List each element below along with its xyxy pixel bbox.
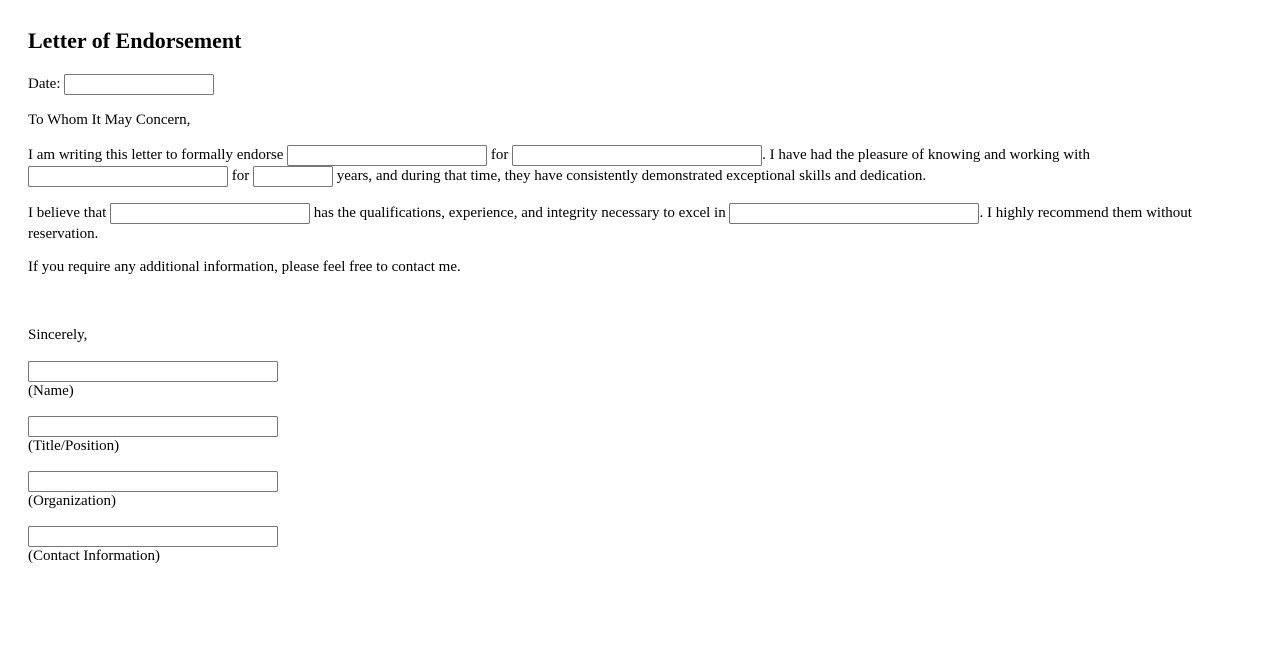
endorsement-paragraph — [28, 145, 1253, 187]
date-input[interactable] — [64, 74, 214, 95]
signature-contact-block — [28, 526, 278, 565]
signer-name-input[interactable] — [28, 361, 278, 382]
recommendation-paragraph — [28, 203, 1253, 245]
for-duration-text: for — [231, 168, 250, 185]
endorsement-purpose-input[interactable] — [512, 145, 762, 166]
recommend-text: . I highly recommend them without reservation. — [28, 205, 1192, 243]
working-with-input[interactable] — [28, 166, 228, 187]
name-label: (Name) — [28, 383, 74, 399]
signature-title-block — [28, 416, 278, 455]
page-title: Letter of Endorsement — [28, 28, 242, 53]
pleasure-text: . I have had the pleasure of knowing and working with — [762, 147, 1090, 163]
closing: Sincerely, — [28, 327, 88, 343]
additional-info-paragraph: If you require any additional information, please feel free to contact me. — [28, 259, 461, 275]
years-input[interactable] — [253, 166, 333, 187]
contact-information-label: (Contact Information) — [28, 548, 161, 564]
field-of-excellence-input[interactable] — [729, 203, 979, 224]
date-row — [28, 74, 214, 95]
signature-name-block — [28, 361, 278, 400]
signer-organization-input[interactable] — [28, 471, 278, 492]
years-text: years, and during that time, they have consistently demonstrated exceptional skills and dedication. — [336, 168, 927, 185]
signer-contact-input[interactable] — [28, 526, 278, 547]
believe-text: I believe that — [28, 205, 107, 221]
qualifications-text: has the qualifications, experience, and integrity necessary to excel in — [313, 205, 726, 221]
signature-organization-block — [28, 471, 278, 510]
organization-label: (Organization) — [28, 493, 117, 509]
date-label: Date: — [28, 76, 61, 92]
salutation: To Whom It May Concern, — [28, 112, 191, 128]
endorse-intro-text: I am writing this letter to formally endorse — [28, 147, 284, 163]
title-position-label: (Title/Position) — [28, 438, 120, 454]
endorsee-name-input[interactable] — [287, 145, 487, 166]
candidate-name-input[interactable] — [110, 203, 310, 224]
for-text: for — [490, 147, 509, 163]
signer-title-input[interactable] — [28, 416, 278, 437]
